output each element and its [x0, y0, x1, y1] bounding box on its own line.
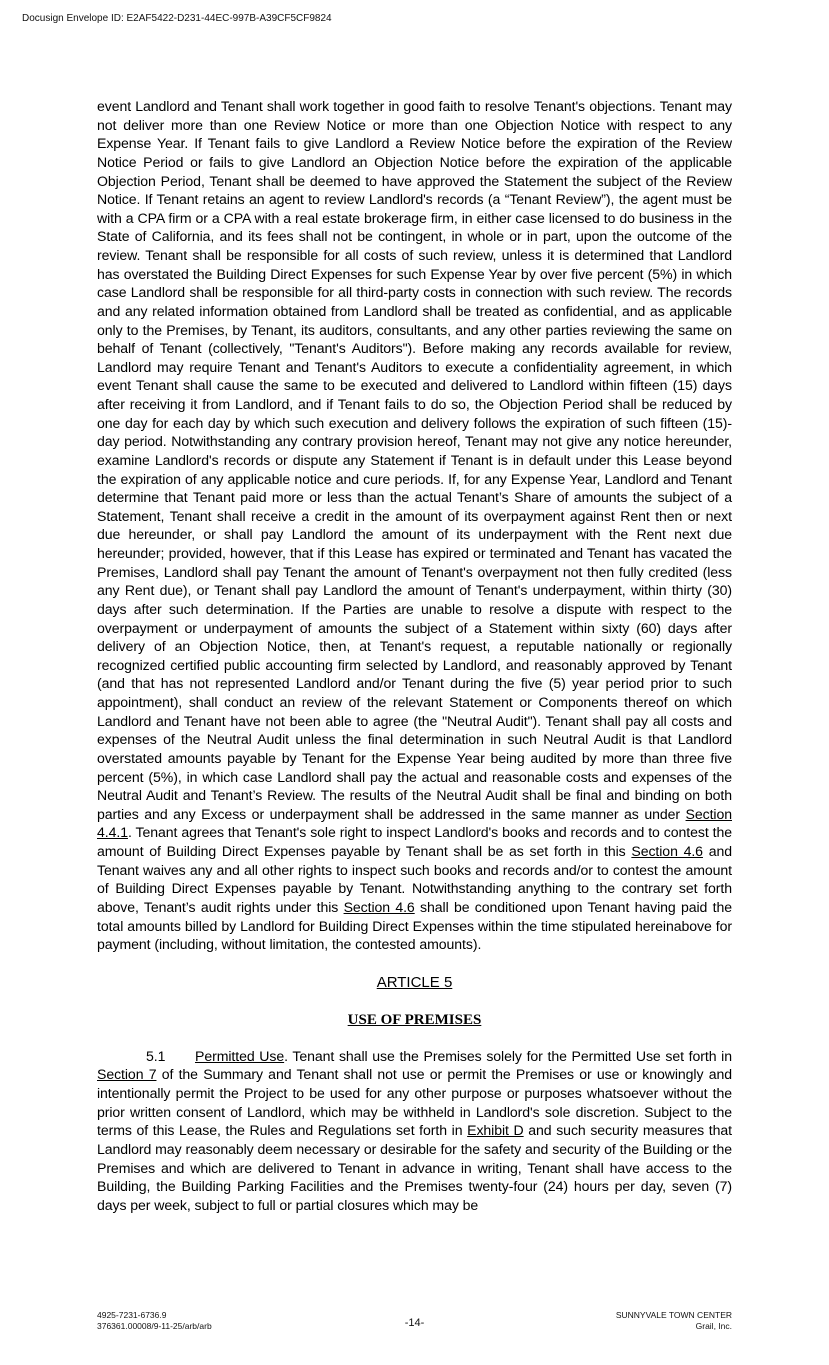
section-reference-7: Section 7: [97, 1066, 157, 1083]
footer-project: [616, 1310, 732, 1332]
paragraph-text: of the Summary and Tenant shall not use or permit the Premises or use or knowingly and intentionally permit the Project to be used for any other purpose or purposes whatsoever without the prior written consent of Landlord, which may be withheld in Landlord's sole discretion. Subject to the terms of this Lease, the Rules and Regulations set forth in: [97, 1066, 732, 1139]
section-heading: USE OF PREMISES: [347, 1011, 482, 1028]
footer-matter-number: 376361.00008/9-11-25/arb/arb: [97, 1321, 212, 1331]
section-title-permitted-use: Permitted Use: [195, 1047, 285, 1064]
section-reference-4-6: Section 4.6: [631, 843, 703, 859]
paragraph-permitted-use: [97, 1047, 732, 1215]
footer-tenant-name: Grail, Inc.: [695, 1321, 732, 1331]
section-reference-4-4-1: Section 4.4.1: [97, 805, 732, 841]
section-reference-4-6: Section 4.6: [343, 898, 415, 915]
page-number: -14-: [404, 1317, 425, 1329]
paragraph-text: . Tenant shall use the Premises solely for the Permitted Use set forth in: [284, 1047, 732, 1064]
paragraph-text: and Tenant waives any and all other rights to inspect such books and records and/or to contest the amount of Building Direct Expenses payable by Tenant. Notwithstanding anything to the contrary set forth above, Tenant’s audit rights under this: [97, 843, 732, 915]
paragraph-text: shall be conditioned upon Tenant having paid the total amounts billed by Landlord for Building Direct Expenses within the time stipulated hereinabove for payment (including, without limitation, the contested amounts).: [97, 898, 732, 953]
section-number: 5.1: [146, 1047, 166, 1064]
paragraph-review-rights: [97, 97, 732, 954]
paragraph-text: event Landlord and Tenant shall work together in good faith to resolve Tenant's objections. Tenant may not deliver more than one Review Notice or more than one Objection Notice with respect to any Expense Year. If Tenant fails to give Landlord a Review Notice before the expiration of the Review Notice Period or fails to give Landlord an Objection Notice before the expiration of the applicable Objection Period, Tenant shall be deemed to have approved the Statement the subject of the Review Notice. If Tenant retains an agent to review Landlord's records (a “Tenant Review”), the agent must be with a CPA firm or a CPA with a real estate brokerage firm, in either case licensed to do business in the State of California, and its fees shall not be contingent, in whole or in part, upon the outcome of the review. Tenant shall be responsible for all costs of such review, unless it is determined that Landlord has overstated the Building Direct Expenses for such Expense Year by over five percent (5%) in which case Landlord shall be responsible for all third-party costs in connection with such review. The records and any related information obtained from Landlord shall be treated as confidential, and as applicable only to the Premises, by Tenant, its auditors, consultants, and any other parties reviewing the same on behalf of Tenant (collectively, "Tenant's Auditors"). Before making any records available for review, Landlord may require Tenant and Tenant's Auditors to execute a confidentiality agreement, in which event Tenant shall cause the same to be executed and delivered to Landlord within fifteen (15) days after receiving it from Landlord, and if Tenant fails to do so, the Objection Period shall be reduced by one day for each day by which such execution and delivery follows the expiration of such fifteen (15)-day period. Notwithstanding any contrary provision hereof, Tenant may not give any notice hereunder, examine Landlord's records or dispute any Statement if Tenant is in default under this Lease beyond the expiration of any applicable notice and cure periods. If, for any Expense Year, Landlord and Tenant determine that Tenant paid more or less than the actual Tenant’s Share of amounts the subject of a Statement, Tenant shall receive a credit in the amount of its overpayment against Rent then or next due hereunder, or shall pay Landlord the amount of its underpayment with the Rent next due hereunder; provided, however, that if this Lease has expired or terminated and Tenant has vacated the Premises, Landlord shall pay Tenant the amount of Tenant's overpayment not then fully credited (less any Rent due), or Tenant shall pay Landlord the amount of Tenant's underpayment, within thirty (30) days after such determination. If the Parties are unable to resolve a dispute with respect to the overpayment or underpayment of amounts the subject of a Statement within sixty (60) days after delivery of an Objection Notice, then, at Tenant's request, a reputable nationally or regionally recognized certified public accounting firm selected by Landlord, and reasonably approved by Tenant (and that has not represented Landlord and/or Tenant during the five (5) year period prior to such appointment), shall conduct an review of the relevant Statement or Components thereof on which Landlord and Tenant have not been able to agree (the "Neutral Audit"). Tenant shall pay all costs and expenses of the Neutral Audit unless the final determination in such Neutral Audit is that Landlord overstated amounts payable by Tenant for the Expense Year being audited by more than three five percent (5%), in which case Landlord shall pay the actual and reasonable costs and expenses of the Neutral Audit and Tenant’s Review. The results of the Neutral Audit shall be final and binding on both parties and any Excess or underpayment shall be addressed in the same manner as under: [97, 98, 732, 822]
paragraph-text: . Tenant agrees that Tenant's sole right to inspect Landlord's books and records and to contest the amount of Building Direct Expenses payable by Tenant shall be as set forth in this: [97, 824, 732, 859]
paragraph-text: and such security measures that Landlord may reasonably deem necessary or desirable for the safety and security of the Building or the Premises and which are delivered to Tenant in advance in writing, Tenant shall have access to the Building, the Building Parking Facilities and the Premises twenty-four (24) hours per day, seven (7) days per week, subject to full or partial closures which may be: [97, 1122, 732, 1213]
article-heading: ARTICLE 5: [376, 973, 453, 991]
docusign-envelope-id: Docusign Envelope ID: E2AF5422-D231-44EC-997B-A39CF5CF9824: [22, 13, 332, 24]
exhibit-reference-d: Exhibit D: [467, 1122, 524, 1139]
footer-doc-number: 4925-7231-6736.9: [97, 1310, 167, 1320]
footer-project-name: SUNNYVALE TOWN CENTER: [615, 1310, 732, 1320]
document-body: [97, 97, 732, 1214]
